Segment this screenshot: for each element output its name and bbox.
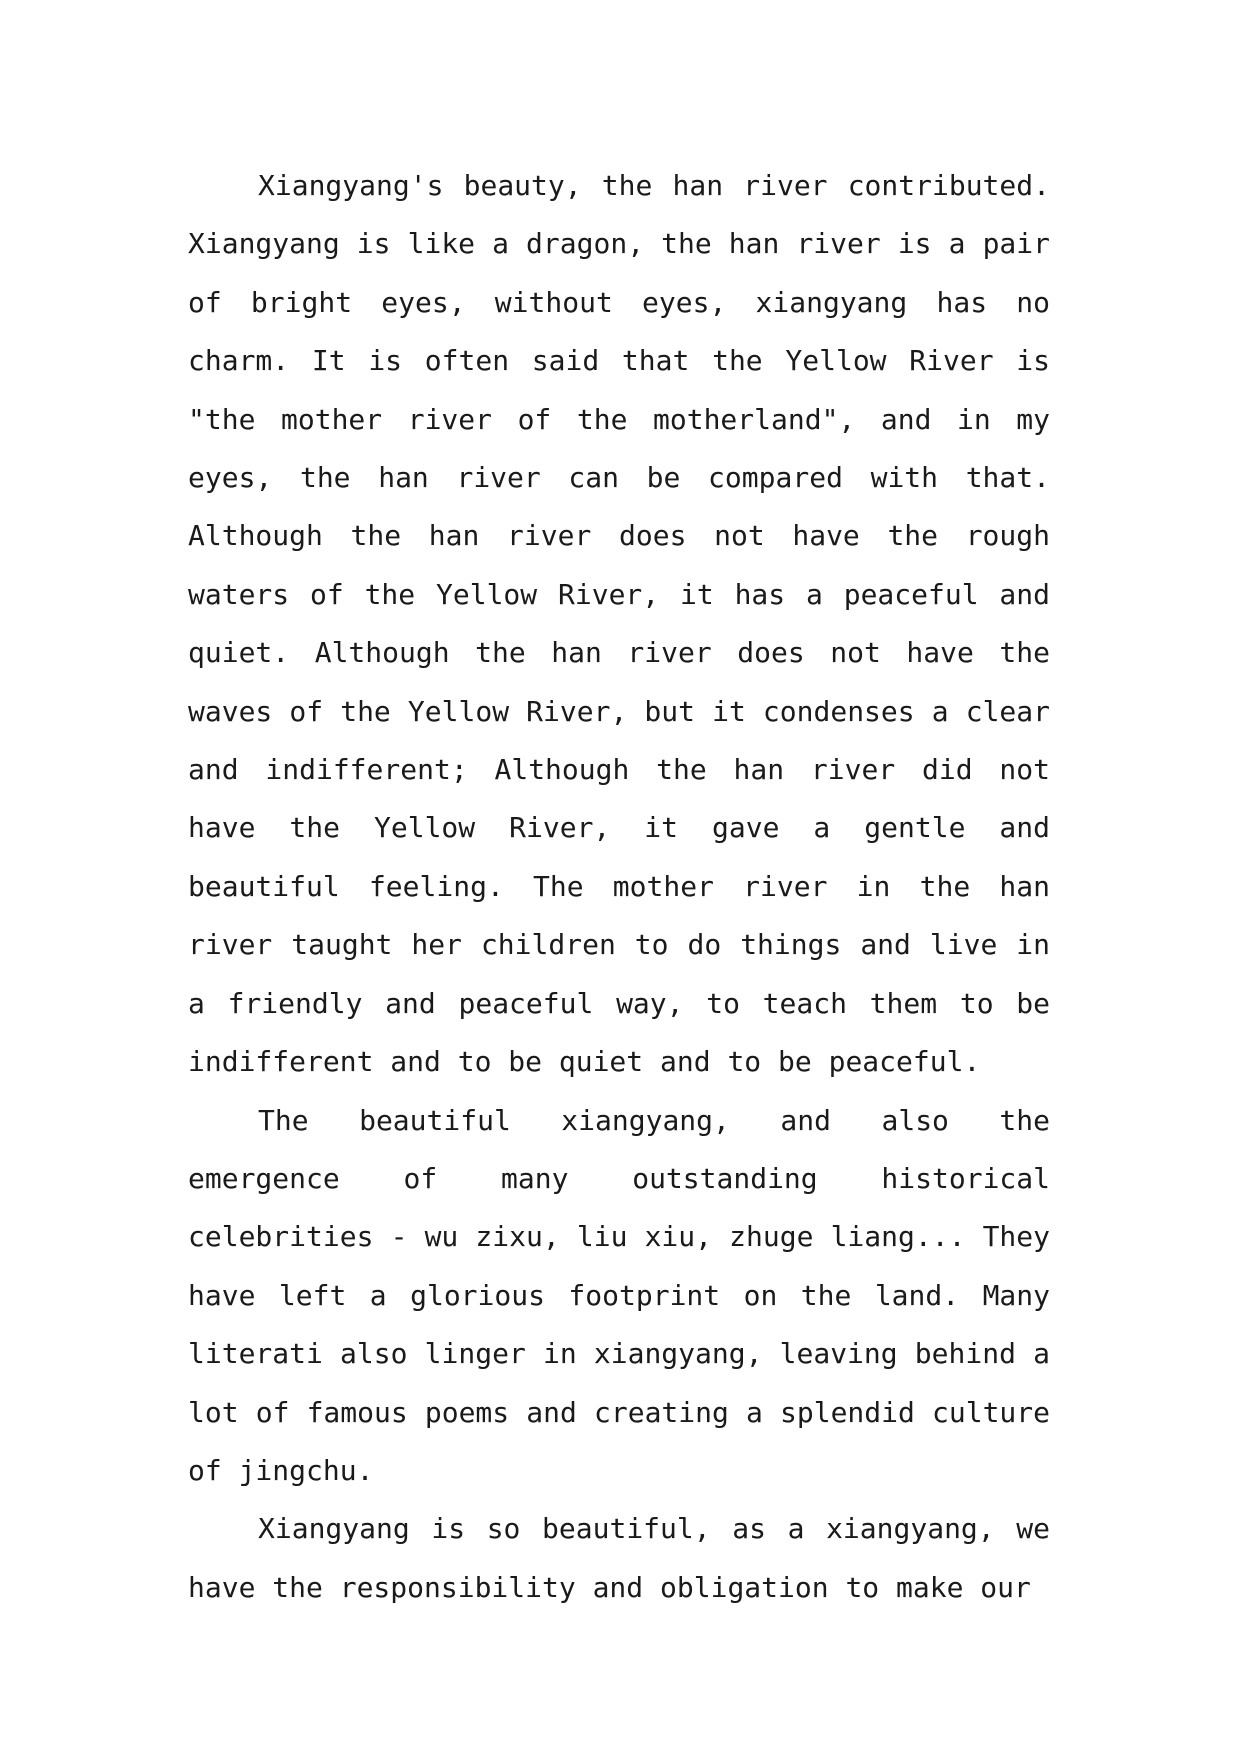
paragraph-celebrities: The beautiful xiangyang, and also the emergence of many outstanding historical celebrities - wu zixu, liu xiu, zhuge liang... They have left a glorious footprint on the land. Many literati also linger in xiangyang, leaving behind a lot of famous poems and creating a splendid culture of jingchu. xyxy=(188,1103,1050,1487)
paragraph-responsibility: Xiangyang is so beautiful, as a xiangyang, we have the responsibility and obligation to make our xyxy=(188,1512,1050,1604)
body-text xyxy=(188,157,1050,1617)
paragraph-han-river: Xiangyang's beauty, the han river contributed. Xiangyang is like a dragon, the han river is a pair of bright eyes, without eyes, xiangyang has no charm. It is often said that the Yellow River is "the mother river of the motherland", and in my eyes, the han river can be compared with that. Although the han river does not have the rough waters of the Yellow River, it has a peaceful and quiet. Although the han river does not have the waves of the Yellow River, but it condenses a clear and indifferent; Although the han river did not have the Yellow River, it gave a gentle and beautiful feeling. The mother river in the han river taught her children to do things and live in a friendly and peaceful way, to teach them to be indifferent and to be quiet and to be peaceful. xyxy=(188,169,1050,1079)
